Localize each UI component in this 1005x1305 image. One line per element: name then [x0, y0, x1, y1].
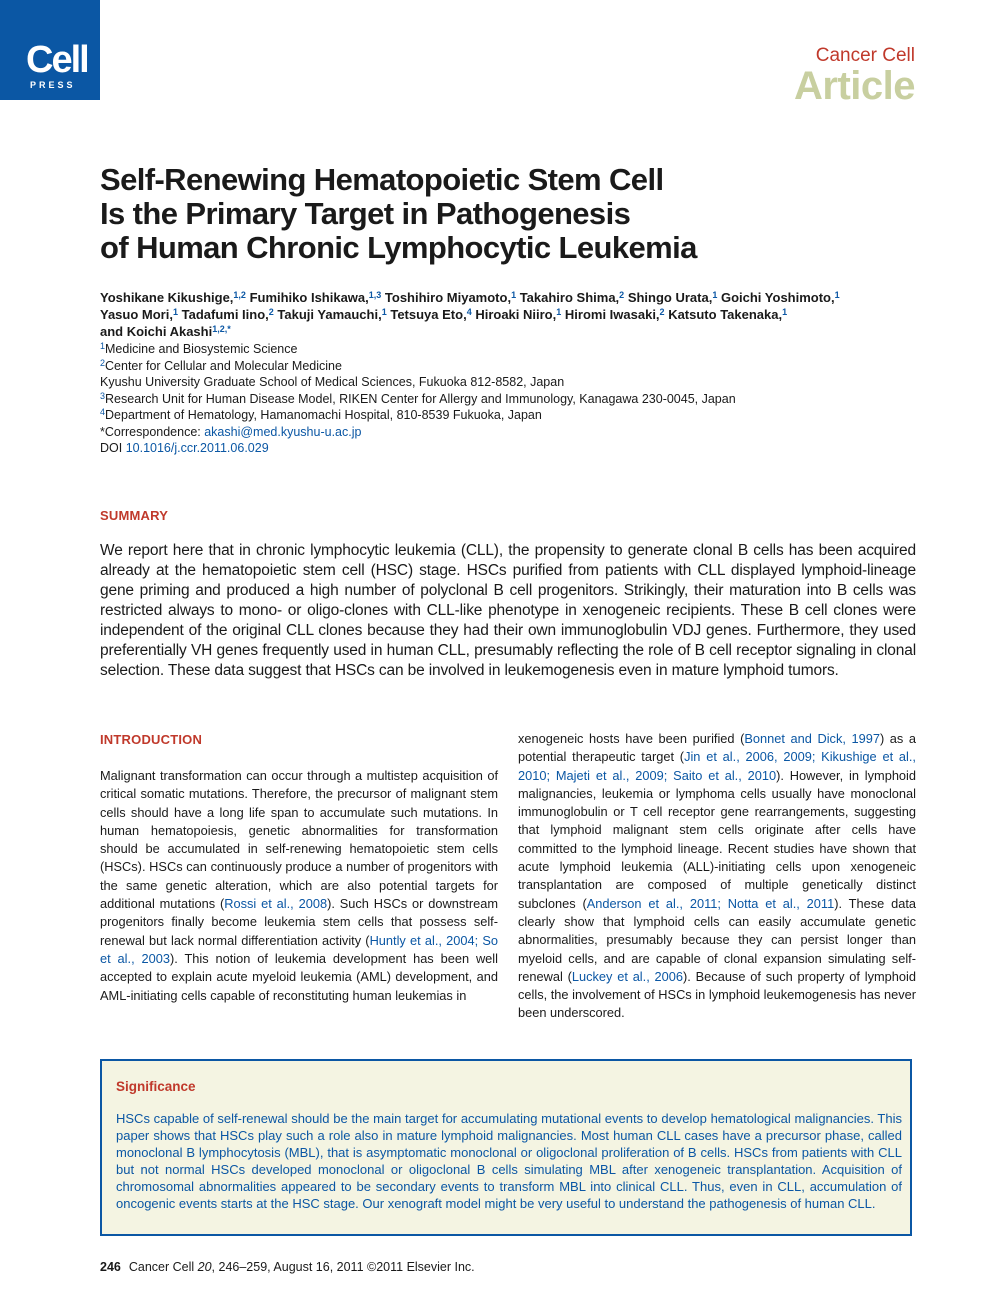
author: Yoshikane Kikushige,$^{1,2}$ [100, 290, 246, 305]
intro-text: ). Because of such property of lymphoid cells, the involvement of HSCs in lymphoid leukemogenesis has never been underscored. [518, 968, 916, 1021]
author: Fumihiko Ishikawa,$^{1,3}$ [249, 290, 382, 305]
citation-link[interactable]: Bonnet and Dick, 1997 [744, 731, 880, 746]
affiliation: $^2$Center for Cellular and Molecular Medicine [100, 357, 342, 373]
citation-link[interactable]: Anderson et al., 2011; Notta et al., 2011 [586, 895, 835, 911]
footer-citation: , 246–259, August 16, 2011 ©2011 Elsevier Inc. [211, 1260, 475, 1274]
affiliations [100, 341, 920, 457]
doi-link[interactable]: 10.1016/j.ccr.2011.06.029 [125, 441, 269, 455]
footer-journal: Cancer Cell [128, 1260, 198, 1274]
author: Takuji Yamauchi,$^1$ [277, 307, 387, 322]
doi: DOI 10.1016/j.ccr.2011.06.029 [100, 441, 269, 455]
summary-heading: SUMMARY [100, 508, 169, 523]
footer-volume: 20 [197, 1260, 212, 1274]
intro-right-column [518, 730, 916, 1023]
author: Katsuto Takenaka,$^1$ [668, 307, 788, 322]
intro-text: ). However, in lymphoid malignancies, leukemia or lymphoma cells usually have monoclonal immunoglobulin or T cell receptor gene rearrangements, suggesting that lymphoid malignant stem cells originate after cells have committed to the lymphoid lineage. Recent studies have shown that acute lymphoid leukemia (ALL)-initiating cells upon xenogeneic transplantation are composed of multiple genetically distinct subclones ( [518, 767, 917, 911]
author: Hiroaki Niiro,$^1$ [475, 307, 562, 322]
affiliation: $^4$Department of Hematology, Hamanomachi Hospital, 810-8539 Fukuoka, Japan [100, 407, 542, 422]
article-type-label: Article [794, 64, 915, 108]
citation-link[interactable]: Jin et al., 2006, 2009; Kikushige et al., 2010; Majeti et al., 2009; Saito et al., 2010 [518, 749, 916, 783]
author: Yasuo Mori,$^1$ [100, 307, 178, 322]
page-footer [100, 1260, 475, 1274]
intro-text: ) as a potential therapeutic target ( [518, 731, 916, 765]
citation-link[interactable]: Huntly et al., 2004; So et al., 2003 [100, 932, 498, 966]
introduction-heading: INTRODUCTION [100, 732, 203, 747]
author-list [100, 289, 920, 340]
page-number: 246 [100, 1260, 121, 1274]
article-title [100, 163, 800, 265]
journal-name: Cancer Cell [815, 45, 915, 66]
title-line: Self-Renewing Hematopoietic Stem Cell [100, 162, 664, 197]
significance-box [100, 1059, 912, 1236]
significance-text: HSCs capable of self-renewal should be the main target for accumulating mutational events to develop hematological malignancies. This paper shows that HSCs play such a role also in mature lymphoid malignancies. Most human CLL cases have a precursor phase, called monoclonal B lymphocytosis (MBL), that is asymptomatic monoclonal or oligoclonal proliferation of B cells. HSCs from patients with CLL but not normal HSCs developed monoclonal or oligoclonal B cells simulating MBL after xenogeneic transplantation. Acquisition of chromosomal abnormalities appeared to be secondary events to transform MBL into clinical CLL. Thus, even in CLL, accumulation of oncogenic events starts at the HSC stage. Our xenograft model might be very useful to understand the pathogenesis of human CLL. [116, 1111, 902, 1211]
correspondence: *Correspondence: akashi@med.kyushu-u.ac.jp [100, 424, 362, 439]
summary-text: We report here that in chronic lymphocytic leukemia (CLL), the propensity to generate clonal B cells has been acquired already at the hematopoietic stem cell (HSC) stage. HSCs purified from patients with CLL displayed lymphoid-lineage gene priming and produced a high number of polyclonal B cell progenitors. Strikingly, their maturation into B cells was restricted always to mono- or oligo-clones with CLL-like phenotype in xenogeneic recipients. These B cell clones were independent of the original CLL clones because they had their own immunoglobulin VDJ genes. Furthermore, they used preferentially VH genes frequently used in human CLL, presumably reflecting the role of B cell receptor signaling in clonal selection. These data suggest that HSCs can be involved in leukemogenesis even in mature lymphoid tumors. [100, 542, 916, 679]
intro-text: Malignant transformation can occur through a multistep acquisition of critical somatic mutations. Therefore, the precursor of malignant stem cells should have a long life span to accumulate such mutations. In human hematopoiesis, genetic abnormalities for transformation should be accumulated in self-renewing hematopoietic stem cells (HSCs). HSCs can continuously produce a number of progenitors with the same genetic alteration, which are also potential targets for additional mutations ( [100, 768, 498, 912]
affiliation: Kyushu University Graduate School of Medical Sciences, Fukuoka 812-8582, Japan [100, 375, 565, 389]
citation-link[interactable]: Luckey et al., 2006 [571, 968, 684, 984]
intro-text: xenogeneic hosts have been purified ( [518, 731, 745, 746]
author: Toshihiro Miyamoto,$^1$ [384, 290, 517, 305]
cell-press-logo [0, 0, 100, 100]
title-line: of Human Chronic Lymphocytic Leukemia [100, 230, 697, 265]
author: Takahiro Shima,$^2$ [519, 290, 625, 305]
correspondence-email-link[interactable]: akashi@med.kyushu-u.ac.jp [204, 424, 362, 439]
logo-cell-text: Cell [26, 39, 88, 81]
citation-link[interactable]: Rossi et al., 2008 [224, 896, 328, 912]
intro-text: ). These data clearly show that lymphoid cells can easily accumulate genetic abnormalities, presumably because they can persist longer than myeloid cells, and are capable of clonal expansion simulating self-renewal ( [518, 895, 916, 984]
author: Tetsuya Eto,$^4$ [390, 307, 472, 322]
significance-heading: Significance [116, 1079, 196, 1094]
affiliation: $^1$Medicine and Biosystemic Science [100, 341, 298, 356]
affiliation: $^3$Research Unit for Human Disease Model, RIKEN Center for Allergy and Immunology, Kanagawa 230-0045, Japan [100, 390, 736, 406]
intro-left-column [100, 767, 498, 1005]
author: Shingo Urata,$^1$ [627, 290, 718, 305]
intro-text: ). Such HSCs or downstream progenitors finally become leukemia stem cells that possess self-renewal but lack normal differentiation activity ( [100, 896, 498, 948]
title-line: Is the Primary Target in Pathogenesis [100, 196, 631, 231]
author: Goichi Yoshimoto,$^1$ [720, 290, 840, 305]
logo-press-text: PRESS [30, 80, 76, 90]
author: Tadafumi Iino,$^2$ [181, 307, 274, 322]
author: Hiromi Iwasaki,$^2$ [564, 307, 665, 322]
intro-text: ). This notion of leukemia development has been well accepted to explain acute myeloid leukemia (AML) development, and AML-initiating cells capable of reconstituting human leukemias in [100, 950, 498, 1003]
author: and Koichi Akashi$^{1,2,*}$ [100, 324, 231, 339]
